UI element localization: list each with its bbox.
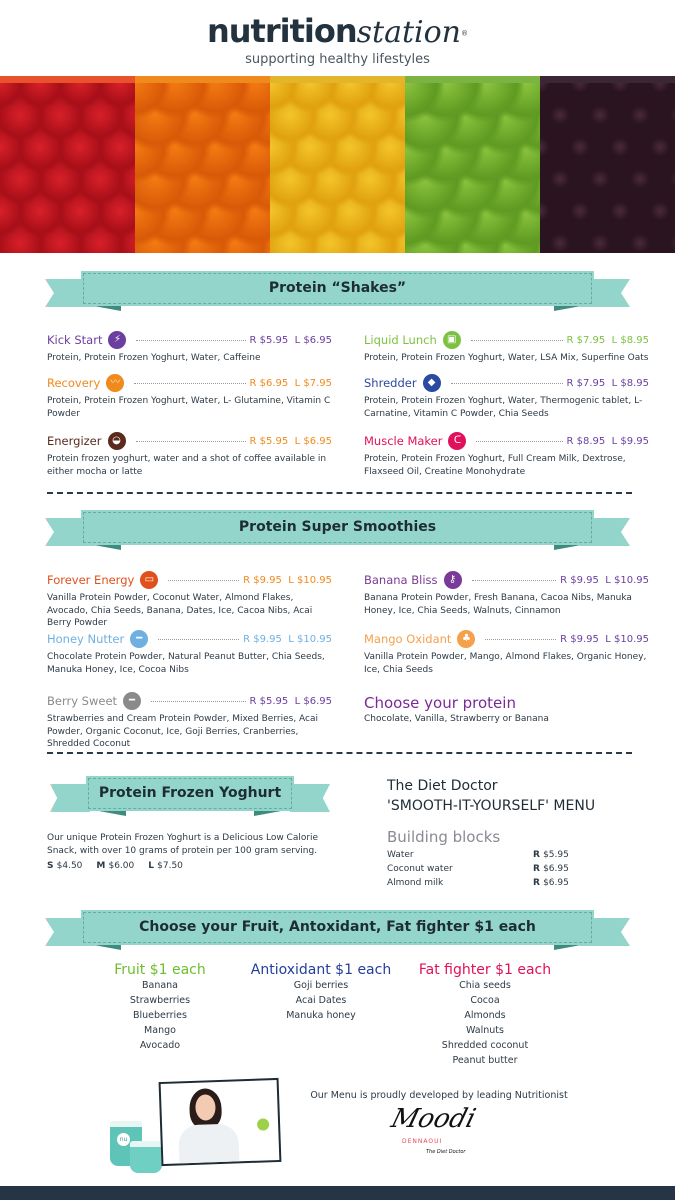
item-name: Banana Bliss [364, 573, 438, 587]
item-description: Vanilla Protein Powder, Coconut Water, Almond Flakes, Avocado, Chia Seeds, Banana, Dates, Ice, Cacoa Nibs, Acai Berry Powder [47, 593, 313, 628]
item-description: Protein, Protein Frozen Yoghurt, Water, L- Glutamine, Vitamin C Powder [47, 396, 331, 419]
signature [380, 1104, 490, 1160]
building-block-row [387, 848, 587, 862]
item-description: Strawberries and Cream Protein Powder, Mixed Berries, Acai Powder, Organic Coconut, Ice, Goji Berries, Cranberries, Shredded Coconut [47, 714, 319, 749]
choose-protein-title: Choose your protein [364, 694, 516, 712]
footer-bar [0, 1186, 675, 1200]
yoghurt-title: Protein Frozen Yoghurt [88, 778, 292, 809]
item-price: R $5.95 L $6.95 [249, 435, 332, 447]
addon-item: Peanut butter [452, 1055, 518, 1066]
dotted-leader [168, 580, 239, 581]
addon-item: Chia seeds [459, 980, 511, 991]
addon-item: Mango [144, 1025, 176, 1036]
item-name: Forever Energy [47, 573, 135, 587]
item-price: R $7.95 L $8.95 [566, 377, 649, 389]
addon-title: Antioxidant $1 each [250, 962, 392, 978]
size-label: S [47, 861, 57, 871]
developed-by-text: Our Menu is proudly developed by leading Nutritionist [310, 1090, 568, 1101]
choose-protein-text: Chocolate, Vanilla, Strawberry or Banana [364, 714, 549, 724]
item-description: Protein, Protein Frozen Yoghurt, Full Cream Milk, Dextrose, Flaxseed Oil, Creatine Monohydrate [364, 454, 626, 477]
item-description: Protein, Protein Frozen Yoghurt, Water, Caffeine [47, 353, 261, 363]
item-name: Mango Oxidant [364, 632, 452, 646]
brand-bold: nutrition [206, 12, 357, 50]
menu-item [47, 691, 332, 751]
shakes-banner [45, 273, 630, 304]
menu-item [47, 373, 332, 420]
menu-item [364, 373, 649, 420]
item-name: Liquid Lunch [364, 333, 437, 347]
menu-item-header [47, 373, 332, 393]
dotted-leader [472, 580, 557, 581]
lunchbox-icon: ▣ [443, 331, 461, 349]
item-description: Banana Protein Powder, Fresh Banana, Cacoa Nibs, Manuka Honey, Ice, Chia Seeds, Walnuts, Cinnamon [364, 593, 632, 616]
dotted-leader [476, 441, 562, 442]
item-price: R $9.95 L $10.95 [560, 633, 649, 645]
size-label: M [96, 861, 109, 871]
item-description: Protein, Protein Frozen Yoghurt, Water, LSA Mix, Superfine Oats [364, 353, 649, 363]
fruit-photo-strip [0, 83, 675, 253]
lightning-icon: ⚡ [108, 331, 126, 349]
kiwi-photo [405, 83, 540, 253]
palm-tree-icon: ♣ [457, 630, 475, 648]
divider [47, 752, 632, 754]
block-name: Coconut water [387, 864, 453, 874]
item-name: Muscle Maker [364, 434, 443, 448]
color-bar-segment [270, 76, 405, 83]
building-block-row [387, 862, 587, 876]
addon-item: Shredded coconut [441, 1040, 529, 1051]
block-price [533, 862, 569, 876]
menu-item [364, 629, 649, 676]
item-description: Vanilla Protein Powder, Mango, Almond Flakes, Organic Honey, Ice, Chia Seeds [364, 652, 647, 675]
item-description: Protein, Protein Frozen Yoghurt, Water, Thermogenic tablet, L-Carnatine, Vitamin C Powder, Chia Seeds [364, 396, 643, 419]
item-price: R $9.95 L $10.95 [243, 633, 332, 645]
item-price: R $7.95 L $8.95 [566, 334, 649, 346]
addon-item: Goji berries [293, 980, 349, 991]
addon-title: Fruit $1 each [114, 962, 206, 978]
size-value: $6.00 [108, 861, 135, 871]
menu-item-header [364, 330, 649, 350]
registered-mark: ® [461, 29, 468, 38]
battery-icon: ▭ [140, 571, 158, 589]
cup-logo: nu [117, 1133, 130, 1146]
smoothies-banner [45, 512, 630, 543]
superman-icon: ◆ [423, 374, 441, 392]
lips-icon: ◒ [108, 432, 126, 450]
brand-script: station [356, 15, 461, 50]
block-value: $6.95 [543, 878, 569, 888]
size-price [96, 860, 134, 873]
signature-first-name: Moodi [387, 1104, 479, 1134]
item-description: Protein frozen yoghurt, water and a shot of coffee available in either mocha or latte [47, 454, 327, 477]
minus-icon: ━ [123, 692, 141, 710]
building-block-row [387, 876, 587, 890]
addon-item: Cocoa [470, 995, 500, 1006]
blackberries-photo [540, 83, 675, 253]
oranges-photo [135, 83, 270, 253]
block-value: $6.95 [543, 864, 569, 874]
smoothies-title: Protein Super Smoothies [83, 512, 592, 543]
nutritionist-photo [159, 1078, 282, 1166]
menu-item [364, 570, 649, 617]
menu-item-header [364, 431, 649, 451]
addon-item: Blueberries [133, 1010, 187, 1021]
block-name: Almond milk [387, 878, 444, 888]
yoghurt-sizes [47, 860, 183, 873]
item-name: Berry Sweet [47, 694, 118, 708]
addon-item: Banana [141, 980, 179, 991]
item-name: Kick Start [47, 333, 103, 347]
item-price: R $6.95 L $7.95 [249, 377, 332, 389]
menu-item-header [364, 373, 649, 393]
addon-title: Fat fighter $1 each [418, 962, 552, 978]
menu-item [47, 570, 332, 630]
menu-item-header [47, 629, 332, 649]
block-size: R [533, 864, 544, 874]
addon-column [75, 962, 245, 1053]
dotted-leader [471, 340, 563, 341]
item-price: R $8.95 L $9.95 [566, 435, 649, 447]
size-value: $4.50 [56, 861, 83, 871]
bicep-icon: ᑕ [448, 432, 466, 450]
yoghurt-desc: Our unique Protein Frozen Yoghurt is a Delicious Low Calorie Snack, with over 10 grams of protein per 100 gram serving. [47, 833, 319, 856]
color-bar-segment [540, 76, 675, 83]
addon-column [236, 962, 406, 1023]
addon-item: Strawberries [129, 995, 191, 1006]
divider [47, 492, 632, 494]
addons-banner [45, 912, 630, 943]
diet-doctor-title [387, 776, 595, 816]
shakes-title: Protein “Shakes” [83, 273, 592, 304]
yoghurt-banner [50, 778, 330, 809]
dotted-leader [451, 383, 563, 384]
block-size: R [533, 878, 544, 888]
item-price: R $9.95 L $10.95 [243, 574, 332, 586]
dotted-leader [134, 383, 245, 384]
dotted-leader [136, 441, 246, 442]
minus-icon: ━ [130, 630, 148, 648]
dotted-leader [136, 340, 245, 341]
size-value: $7.50 [157, 861, 183, 871]
strawberries-photo [0, 83, 135, 253]
item-name: Shredder [364, 376, 417, 390]
block-value: $5.95 [543, 850, 569, 860]
addon-item: Almonds [464, 1010, 506, 1021]
menu-item-header [47, 431, 332, 451]
addon-item: Manuka honey [286, 1010, 356, 1021]
building-blocks-list [387, 848, 587, 890]
size-label: L [148, 861, 158, 871]
color-bar [0, 76, 675, 83]
menu-item-header [364, 629, 649, 649]
keyhole-icon: ⚷ [444, 571, 462, 589]
menu-item [364, 330, 649, 365]
block-size: R [533, 850, 544, 860]
signature-last-name: DENNAOUI [402, 1138, 443, 1145]
item-name: Recovery [47, 376, 101, 390]
block-price [533, 848, 569, 862]
addon-item: Acai Dates [295, 995, 347, 1006]
block-name: Water [387, 850, 414, 860]
dotted-leader [151, 701, 245, 702]
menu-item [47, 330, 332, 365]
addons-title: Choose your Fruit, Antoxidant, Fat fighter $1 each [83, 912, 592, 943]
dotted-leader [485, 639, 556, 640]
yoghurt-cups-illustration [108, 1103, 166, 1175]
tagline: supporting healthy lifestyles [245, 52, 430, 67]
signature-subtitle: The Diet Doctor [426, 1149, 466, 1155]
color-bar-segment [135, 76, 270, 83]
menu-item-header [47, 691, 332, 711]
menu-item [47, 431, 332, 478]
heartbeat-icon: 〰 [106, 374, 124, 392]
dotted-leader [158, 639, 239, 640]
item-name: Honey Nutter [47, 632, 125, 646]
addon-item: Avocado [139, 1040, 181, 1051]
item-price: R $9.95 L $10.95 [560, 574, 649, 586]
item-name: Energizer [47, 434, 102, 448]
menu-item [364, 431, 649, 478]
color-bar-segment [0, 76, 135, 83]
menu-item-header [47, 570, 332, 590]
size-price [148, 860, 183, 873]
item-description: Chocolate Protein Powder, Natural Peanut Butter, Chia Seeds, Manuka Honey, Ice, Cocoa Nibs [47, 652, 325, 675]
size-price [47, 860, 82, 873]
menu-item-header [364, 570, 649, 590]
menu-item-header [47, 330, 332, 350]
item-price: R $5.95 L $6.95 [249, 695, 332, 707]
block-price [533, 876, 569, 890]
diet-title-1: The Diet Doctor [387, 778, 498, 794]
diet-title-2: 'SMOOTH-IT-YOURSELF' MENU [387, 798, 596, 814]
lemons-photo [270, 83, 405, 253]
color-bar-segment [405, 76, 540, 83]
addon-column [400, 962, 570, 1068]
brand-logo [0, 12, 675, 50]
building-blocks-title: Building blocks [387, 828, 501, 846]
menu-item [47, 629, 332, 676]
item-price: R $5.95 L $6.95 [249, 334, 332, 346]
addon-item: Walnuts [466, 1025, 504, 1036]
